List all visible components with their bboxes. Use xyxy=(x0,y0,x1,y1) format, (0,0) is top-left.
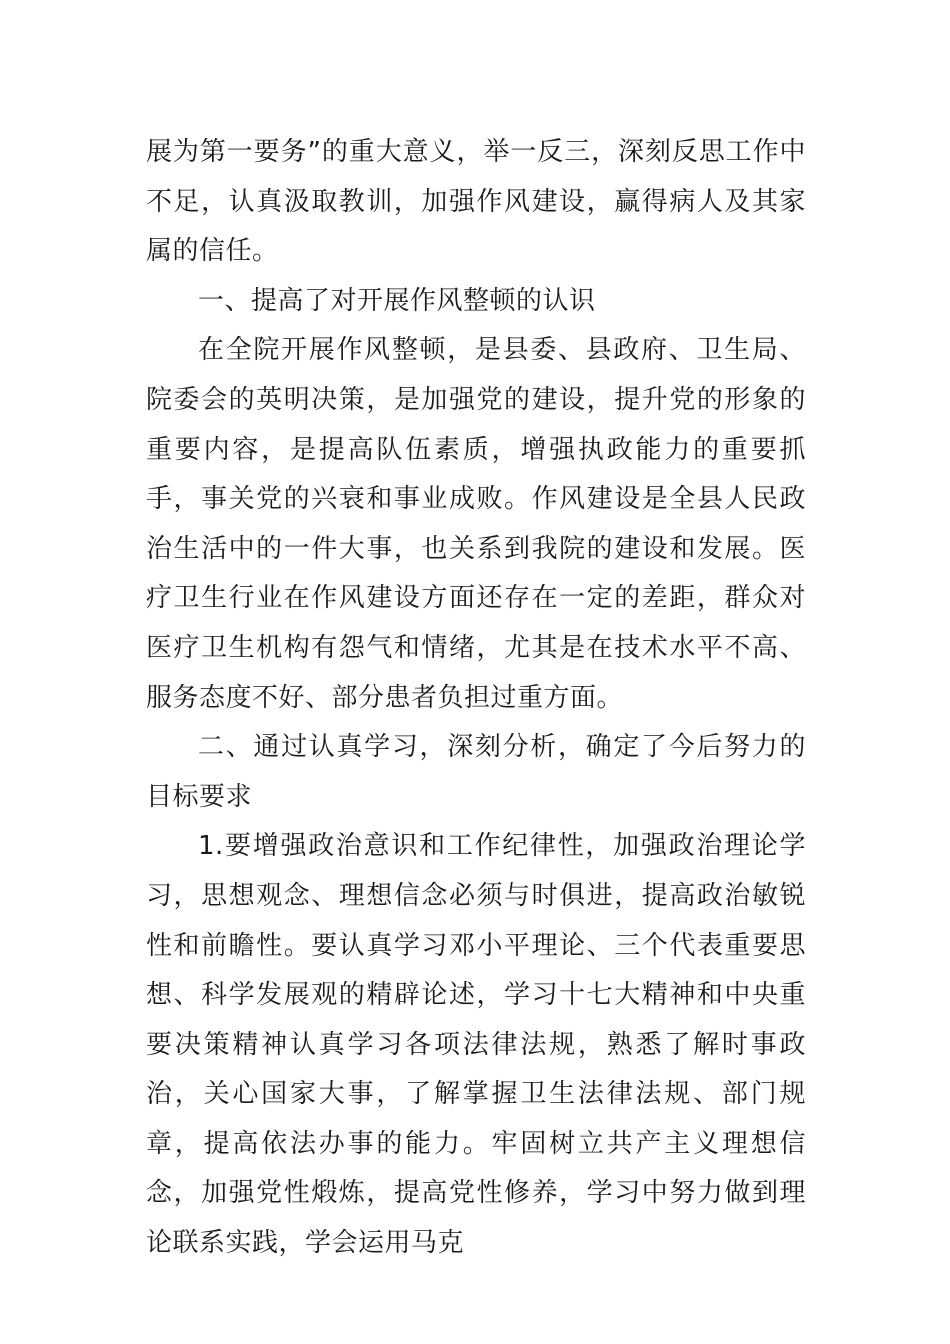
section-heading-1: 一、提高了对开展作风整顿的认识 xyxy=(198,285,596,316)
section-heading-2: 二、通过认真学习，深刻分析，确定了今后努力的目标要求 xyxy=(146,732,806,812)
paragraph-item-1: 1.要增强政治意识和工作纪律性，加强政治理论学习，思想观念、理想信念必须与时俱进，提高政治敏锐性和前瞻性。要认真学习邓小平理论、三个代表重要思想、科学发展观的精辟论述，学习十七大精神和中央重要决策精神认真学习各项法律法规，熟悉了解时事政治，关心国家大事，了解掌握卫生法律法规、部门规章，提高依法办事的能力。牢固树立共产主义理想信念，加强党性煅炼，提高党性修养，学习中努力做到理论联系实践，学会运用马克 xyxy=(146,831,806,1259)
paragraph-continuation: 展为第一要务”的重大意义，举一反三，深刻反思工作中不足，认真汲取教训，加强作风建设，赢得病人及其家属的信任。 xyxy=(146,137,806,267)
paragraph-section-1: 在全院开展作风整顿，是县委、县政府、卫生局、院委会的英明决策，是加强党的建设，提升党的形象的重要内容，是提高队伍素质，增强执政能力的重要抓手，事关党的兴衰和事业成败。作风建设是全县人民政治生活中的一件大事，也关系到我院的建设和发展。医疗卫生行业在作风建设方面还存在一定的差距，群众对医疗卫生机构有怨气和情绪，尤其是在技术水平不高、服务态度不好、部分患者负担过重方面。 xyxy=(146,335,806,713)
body-text xyxy=(146,128,806,1269)
